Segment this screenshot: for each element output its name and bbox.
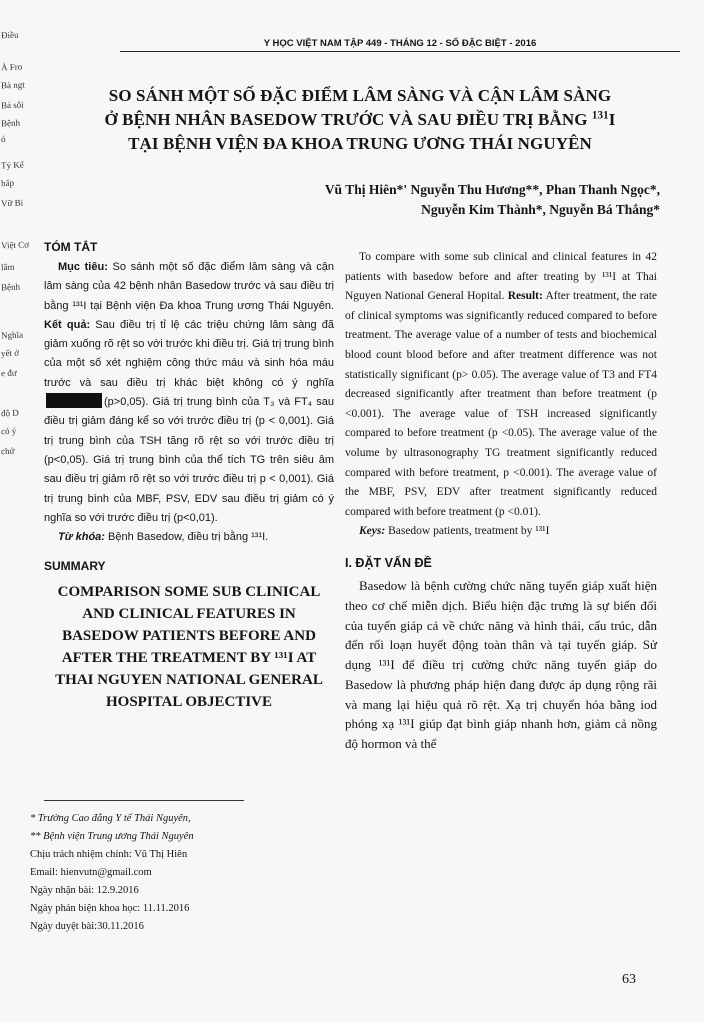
gutter-fragment: Bệnh xyxy=(0,117,21,129)
keys-text: Basedow patients, treatment by ¹³¹I xyxy=(388,525,550,538)
page-number: 63 xyxy=(622,972,636,987)
footnotes xyxy=(30,810,320,936)
objective-text: So sánh một số đặc điểm lâm sàng và cận lâm sàng của 42 bệnh nhân Basedow trước và sau điều trị bằng ¹³¹I tại Bệnh viện Đa khoa Trung ương Thái Nguyên. xyxy=(44,261,334,312)
author-list xyxy=(220,180,660,220)
corresponding-author: Chịu trách nhiệm chính: Vũ Thị Hiên xyxy=(30,849,188,860)
date-received: Ngày nhận bài: 12.9.2016 xyxy=(30,885,139,896)
abstract-heading: TÓM TẮT xyxy=(44,240,98,254)
summary-heading: SUMMARY xyxy=(44,559,106,574)
result-label: Kết quả: xyxy=(44,318,91,331)
author-line-2: Nguyễn Kim Thành*, Nguyễn Bá Thắng* xyxy=(421,202,660,217)
article-title xyxy=(70,84,650,156)
date-reviewed: Ngày phản biện khoa học: 11.11.2016 xyxy=(30,903,190,914)
gutter-fragment: Tỷ Kế xyxy=(0,159,24,171)
running-header: Y HỌC VIỆT NAM TẬP 449 - THÁNG 12 - SỐ ĐẶC BIỆT - 2016 xyxy=(120,38,680,52)
title-line-1: SO SÁNH MỘT SỐ ĐẶC ĐIỂM LÂM SÀNG VÀ CẬN LÂM SÀNG xyxy=(108,86,612,105)
keys-label: Keys: xyxy=(359,525,386,538)
gutter-fragment: Điều xyxy=(0,29,19,41)
gutter-fragment: Ả Fro xyxy=(0,61,23,73)
title-line-2 xyxy=(70,108,650,132)
objective-label: Mục tiêu: xyxy=(58,261,108,273)
english-title xyxy=(44,581,334,713)
gutter-fragment: có ý xyxy=(0,425,17,437)
gutter-fragment: Vữ Bi xyxy=(0,197,24,209)
keys-en xyxy=(345,522,657,542)
footnote-rule xyxy=(44,800,244,801)
intro-heading: I. ĐẶT VẤN ĐỀ xyxy=(345,555,432,570)
english-title-line: THAI NGUYEN NATIONAL GENERAL xyxy=(55,672,323,689)
english-title-line: COMPARISON SOME SUB CLINICAL xyxy=(57,584,321,601)
gutter-fragment: yết ở xyxy=(0,347,20,359)
gutter-fragment: hấp xyxy=(0,177,15,189)
keywords-label: Từ khóa: xyxy=(58,531,105,544)
gutter-fragment: ó xyxy=(0,133,6,145)
intro-body: Basedow là bệnh cường chức năng tuyến giáp xuất hiện theo cơ chế miễn dịch. Biểu hiện đặc trưng là sự biến đổi của tuyến giáp cả về chức năng và hình thái, cấu trúc, dẫn đến rối loạn huyết động toàn thân và tại tuyến giáp. Sử dụng ¹³¹I để điều trị cường chức năng tuyến giáp do Basedow là phương pháp hiện đang được áp dụng rộng rãi và mang lại hiệu quả rõ rệt. Xạ trị chuyển hóa bằng iod phóng xạ ¹³¹I giúp đạt bình giáp nhanh hơn, giảm cả nồng độ hormon và thể xyxy=(345,577,657,752)
date-approved: Ngày duyệt bài:30.11.2016 xyxy=(30,921,144,932)
english-title-line: HOSPITAL OBJECTIVE xyxy=(105,694,273,711)
affiliation-1: * Trường Cao đẳng Y tế Thái Nguyên, xyxy=(30,813,191,824)
gutter-fragment: độ D xyxy=(0,407,19,419)
author-line-1: Vũ Thị Hiên*' Nguyễn Thu Hương**, Phan Thanh Ngọc*, xyxy=(324,182,660,197)
english-title-line: AND CLINICAL FEATURES IN xyxy=(82,606,296,623)
summary-result-label: Result: xyxy=(507,290,543,303)
isotope-symbol: I xyxy=(608,110,616,129)
summary-body xyxy=(345,248,657,522)
english-title-line: BASEDOW PATIENTS BEFORE AND xyxy=(62,628,316,645)
gutter-fragment: chứ xyxy=(0,445,15,457)
gutter-fragment: lâm xyxy=(0,261,15,273)
english-title-line: AFTER THE TREATMENT BY ¹³¹I AT xyxy=(61,650,317,667)
gutter-fragment: Việt Cơ xyxy=(0,239,30,251)
title-line-2-text: Ở BỆNH NHÂN BASEDOW TRƯỚC VÀ SAU ĐIỀU TRỊ BẰNG xyxy=(104,110,592,129)
keywords-vi xyxy=(44,528,334,547)
abstract-vi-body xyxy=(44,258,334,528)
gutter-fragment: Bệnh xyxy=(0,281,21,293)
isotope-mass: 131 xyxy=(591,109,609,122)
keywords-text: Bệnh Basedow, điều trị bằng ¹³¹I. xyxy=(108,531,269,544)
affiliation-2: ** Bệnh viện Trung ương Thái Nguyên xyxy=(30,831,194,842)
summary-text-2: After treatment, the rate of clinical symptoms was significantly reduced compared to before treatment. The average value of a number of tests and biochemical blood count blood before and after treatment difference was not statistically significant (p> 0.05). The average value of T3 and FT4 decreased significantly after treatment than before treatment (p <0.001). The average value of TSH increased significantly compared to before treatment (p <0.05). The average value of the volume by ultrasonography TG treatment significantly reduced compared with before treatment, p <0.001). The average value of the MBF, PSV, EDV after treatment significantly reduced compared with before treatment (p <0.01). xyxy=(345,290,657,518)
gutter-fragment: Bá sôi xyxy=(0,99,24,111)
email: Email: hienvutn@gmail.com xyxy=(30,867,152,878)
gutter-fragment: e đư xyxy=(0,367,17,379)
title-line-3: TẠI BỆNH VIỆN ĐA KHOA TRUNG ƯƠNG THÁI NGUYÊN xyxy=(128,134,592,153)
gutter-fragment: Bà ngt xyxy=(0,79,25,91)
gutter-fragment: Nghĩa xyxy=(0,329,24,341)
redaction-block xyxy=(46,393,102,408)
summary-text-1: To compare with some sub clinical and clinical features in 42 patients with basedow before and after treating by ¹³¹I at Thai Nguyen National General Hopital. xyxy=(345,251,657,303)
left-column xyxy=(44,240,334,713)
result-text-2: (p>0,05). Giá trị trung bình của T₃ và FT₄ sau điều trị giảm đáng kể so với trước điều trị (p < 0,001). Giá trị trung bình của TSH tăng rõ rệt so với trước điều trị (p<0,05). Giá trị trung bình của thể tích TG trên siêu âm sau điều trị giảm rõ rệt so với trước điều trị p < 0,001). Giá trị trung bình của MBF, PSV, EDV sau điều trị giảm có ý nghĩa so với trước điều trị (p<0,01). xyxy=(44,396,334,524)
result-text-1: Sau điều trị tỉ lệ các triệu chứng lâm sàng đã giảm xuống rõ rệt so với trước khi điều trị. Giá trị trung bình của một số xét nghiệm công thức máu và sinh hóa máu trước và sau điều trị khác biệt không có ý nghĩa xyxy=(44,318,335,389)
right-column xyxy=(345,248,657,754)
